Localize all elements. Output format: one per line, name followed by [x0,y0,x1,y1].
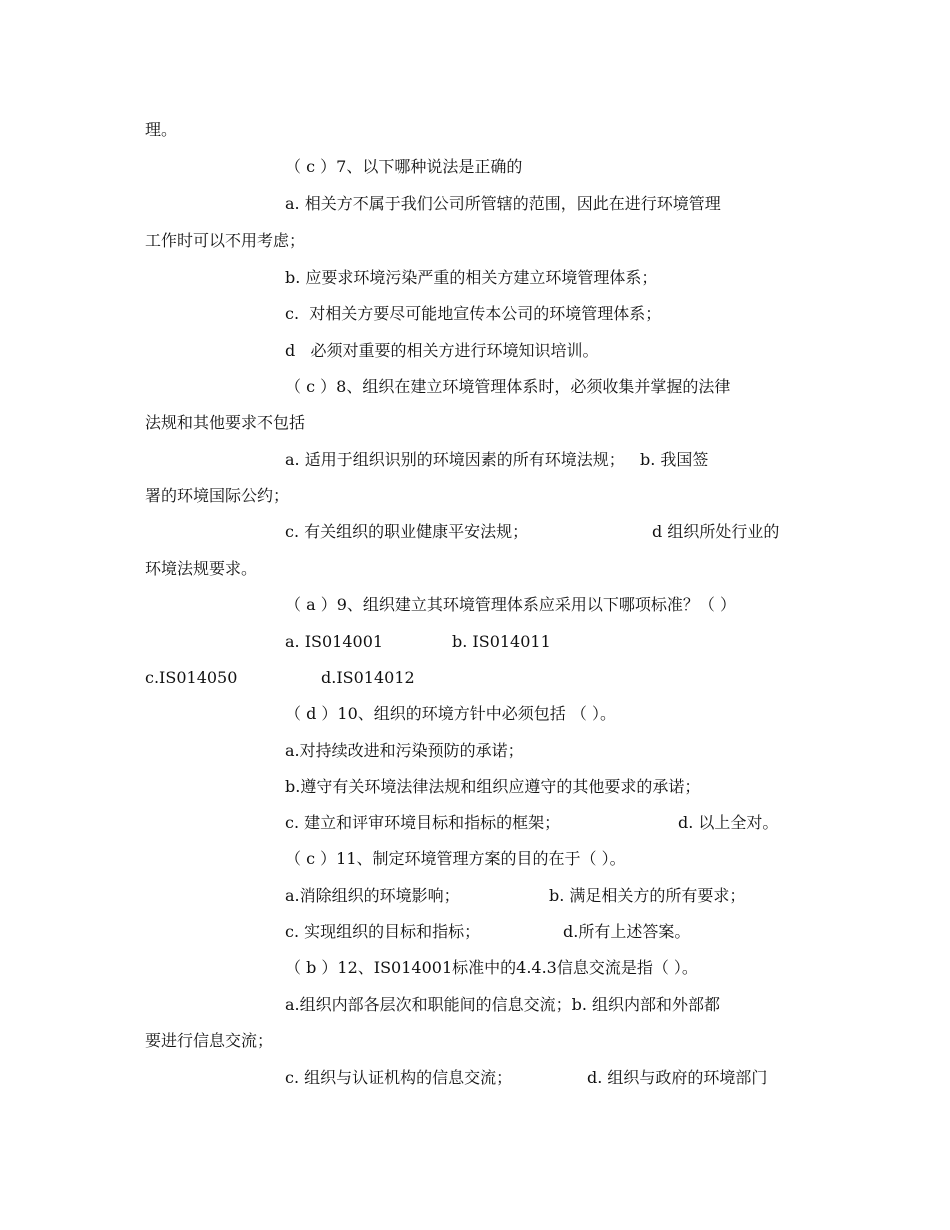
q7-option-a: a. 相关方不属于我们公司所管辖的范围，因此在进行环境管理 [285,194,721,213]
q11-option-d: d.所有上述答案。 [563,922,691,941]
q9-option-b: b. IS014011 [452,632,551,651]
q11-option-b: b. 满足相关方的所有要求； [549,886,746,905]
q10-option-b: b.遵守有关环境法律法规和组织应遵守的其他要求的承诺； [285,777,701,796]
q8-option-a-b: a. 适用于组织识别的环境因素的所有环境法规； b. 我国签 [285,450,709,469]
q8-option-d: d 组织所处行业的 [652,522,780,541]
q8-option-d-cont: 环境法规要求。 [145,559,258,578]
q8-option-c: c. 有关组织的职业健康平安法规； [285,522,529,541]
q8-option-b-cont: 署的环境国际公约； [145,486,290,505]
q7-option-b: b. 应要求环境污染严重的相关方建立环境管理体系； [285,268,658,287]
question-9: （ a ）9、组织建立其环境管理体系应采用以下哪项标准？（ ） [285,595,736,614]
text-line-1: 理。 [145,120,178,139]
q9-option-a: a. IS014001 [285,632,384,651]
q12-option-d: d. 组织与政府的环境部门 [587,1068,768,1087]
q7-option-a-cont: 工作时可以不用考虑； [145,231,306,250]
q12-option-a-b: a.组织内部各层次和职能间的信息交流；b. 组织内部和外部都 [285,995,721,1014]
question-11: （ c ）11、制定环境管理方案的目的在于（ ）。 [285,849,626,868]
q11-option-c: c. 实现组织的目标和指标； [285,922,481,941]
question-8-cont: 法规和其他要求不包括 [145,413,306,432]
question-12: （ b ）12、IS014001标准中的4.4.3信息交流是指（ ）。 [285,958,698,977]
q10-option-d: d. 以上全对。 [678,813,779,832]
q9-option-c: c.IS014050 [145,668,238,687]
q10-option-c: c. 建立和评审环境目标和指标的框架； [285,813,561,832]
q11-option-a: a.消除组织的环境影响； [285,886,460,905]
question-10: （ d ）10、组织的环境方针中必须包括 （ ）。 [285,704,616,723]
q9-option-d: d.IS014012 [321,668,415,687]
q12-option-c: c. 组织与认证机构的信息交流； [285,1068,513,1087]
q7-option-c: c. 对相关方要尽可能地宣传本公司的环境管理体系； [285,304,662,323]
q12-option-b-cont: 要进行信息交流； [145,1031,274,1050]
question-7: （ c ）7、以下哪种说法是正确的 [285,157,523,176]
q10-option-a: a.对持续改进和污染预防的承诺； [285,741,524,760]
question-8: （ c ）8、组织在建立环境管理体系时，必须收集并掌握的法律 [285,377,731,396]
q7-option-d: d 必须对重要的相关方进行环境知识培训。 [285,341,599,360]
